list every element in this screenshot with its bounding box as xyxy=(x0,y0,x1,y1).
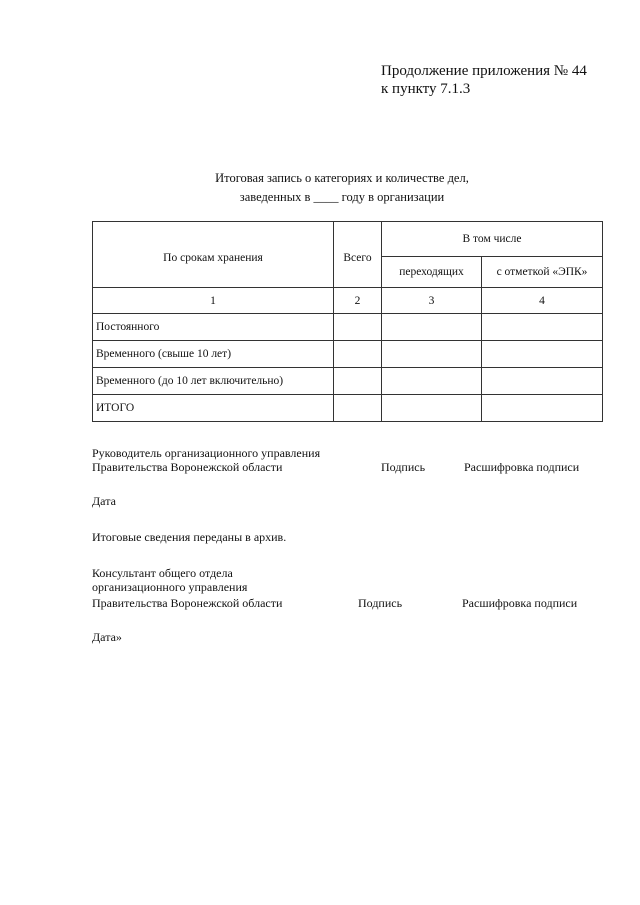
cell-transitional xyxy=(382,341,482,368)
column-numbers-row xyxy=(93,288,603,314)
consultant-position-line2: организационного управления xyxy=(92,580,248,594)
appendix-header-line2: к пункту 7.1.3 xyxy=(381,81,471,97)
consultant-position-line3: Правительства Воронежской области xyxy=(92,596,283,610)
signature-label: Подпись xyxy=(381,460,426,474)
cell-total xyxy=(334,395,382,422)
row-label: Постоянного xyxy=(93,314,334,341)
column-number: 1 xyxy=(93,288,334,314)
row-label: Временного (свыше 10 лет) xyxy=(93,341,334,368)
cell-total xyxy=(334,341,382,368)
table-row-total xyxy=(93,395,603,422)
row-label: Временного (до 10 лет включительно) xyxy=(93,368,334,395)
column-number: 4 xyxy=(482,288,603,314)
signature-decoding-label: Расшифровка подписи xyxy=(462,596,578,610)
cases-summary-table xyxy=(92,221,603,422)
cell-epk-marked xyxy=(482,314,603,341)
cell-total xyxy=(334,314,382,341)
cell-epk-marked xyxy=(482,395,603,422)
document-title-line2: заведенных в ____ году в организации xyxy=(239,190,445,204)
cell-epk-marked xyxy=(482,368,603,395)
cell-epk-marked xyxy=(482,341,603,368)
document-title-line1: Итоговая запись о категориях и количестве дел, xyxy=(215,171,469,185)
cell-transitional xyxy=(382,368,482,395)
signature-decoding-label: Расшифровка подписи xyxy=(464,460,580,474)
header-total: Всего xyxy=(334,222,382,288)
table-row xyxy=(93,368,603,395)
date-label: Дата xyxy=(92,494,116,508)
row-label: ИТОГО xyxy=(93,395,334,422)
cell-transitional xyxy=(382,314,482,341)
signature-label: Подпись xyxy=(358,596,403,610)
header-including: В том числе xyxy=(382,222,603,257)
archive-transfer-note: Итоговые сведения переданы в архив. xyxy=(92,530,287,544)
table-row xyxy=(93,341,603,368)
consultant-position-line1: Консультант общего отдела xyxy=(92,566,233,580)
head-position-line2: Правительства Воронежской области xyxy=(92,460,283,474)
head-position-line1: Руководитель организационного управления xyxy=(92,446,321,460)
appendix-header-line1: Продолжение приложения № 44 xyxy=(381,63,587,79)
column-number: 2 xyxy=(334,288,382,314)
cell-transitional xyxy=(382,395,482,422)
column-number: 3 xyxy=(382,288,482,314)
table-row xyxy=(93,314,603,341)
header-transitional: переходящих xyxy=(382,257,482,288)
header-storage-term: По срокам хранения xyxy=(93,222,334,288)
header-epk-marked: с отметкой «ЭПК» xyxy=(482,257,603,288)
date-label: Дата» xyxy=(92,630,122,644)
cell-total xyxy=(334,368,382,395)
